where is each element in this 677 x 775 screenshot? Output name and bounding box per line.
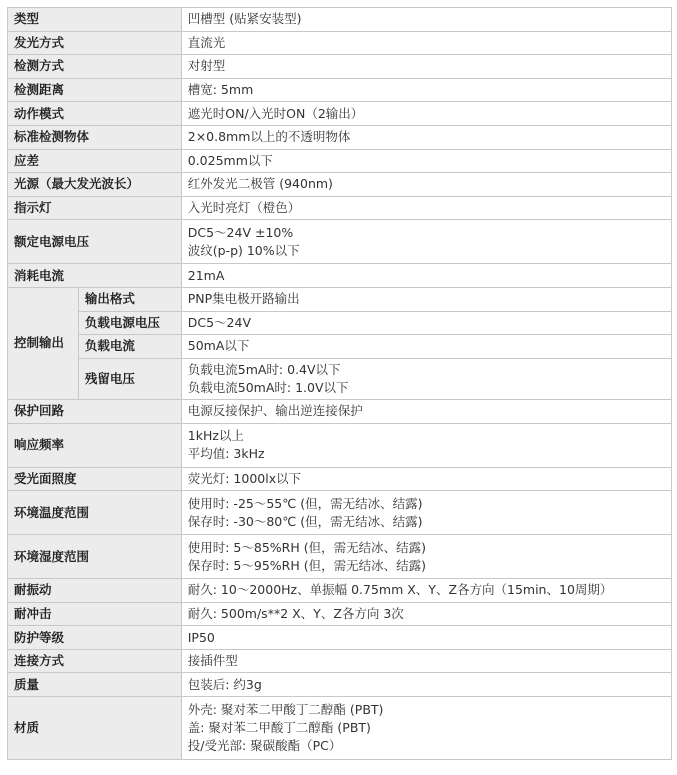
spec-row: [8, 423, 672, 467]
spec-label: 防护等级: [8, 626, 182, 650]
spec-value-line: 负载电流5mA时: 0.4V以下: [187, 361, 341, 377]
spec-row: [8, 399, 672, 423]
spec-value: [181, 149, 671, 173]
spec-label: 环境湿度范围: [8, 535, 182, 579]
spec-label: 连接方式: [8, 649, 182, 673]
spec-value-line: 2×0.8mm以上的不透明物体: [187, 129, 351, 145]
spec-value-line: 保存时: 5～95%RH (但，需无结冰、结露): [187, 557, 426, 573]
spec-row: [8, 311, 672, 335]
spec-value: [181, 264, 671, 288]
spec-row: [8, 697, 672, 760]
spec-value-line: 保存时: -30～80℃ (但，需无结冰、结露): [187, 513, 423, 529]
spec-label: 动作模式: [8, 102, 182, 126]
spec-value-line: 波纹(p-p) 10%以下: [187, 242, 300, 258]
spec-value: [181, 287, 671, 311]
spec-row: [8, 78, 672, 102]
spec-value: [181, 31, 671, 55]
spec-value: [181, 579, 671, 603]
spec-value: [181, 673, 671, 697]
spec-value: [181, 55, 671, 79]
spec-value-line: 直流光: [187, 34, 226, 50]
spec-label: 发光方式: [8, 31, 182, 55]
spec-value: [181, 399, 671, 423]
spec-row: [8, 55, 672, 79]
spec-value-line: 平均值: 3kHz: [187, 446, 265, 461]
spec-label: 消耗电流: [8, 264, 182, 288]
spec-label: 响应频率: [8, 423, 182, 467]
spec-value-line: DC5～24V ±10%: [187, 224, 294, 240]
spec-value-line: 电源反接保护、输出逆连接保护: [187, 403, 363, 419]
spec-row: [8, 673, 672, 697]
spec-value-line: 槽宽: 5mm: [187, 82, 254, 98]
spec-row: [8, 149, 672, 173]
spec-value-line: 红外发光二极管 (940nm): [187, 176, 333, 192]
spec-value: [181, 220, 671, 264]
spec-value-line: 盖: 聚对苯二甲酸丁二醇酯 (PBT): [187, 720, 371, 736]
spec-value-line: IP50: [187, 629, 215, 645]
spec-value: [181, 173, 671, 197]
spec-value: [181, 358, 671, 399]
spec-row: [8, 8, 672, 32]
spec-table-body: [8, 8, 672, 760]
spec-value: [181, 335, 671, 359]
spec-value-line: 接插件型: [187, 653, 238, 669]
spec-label: 质量: [8, 673, 182, 697]
spec-row: [8, 491, 672, 535]
spec-value: [181, 423, 671, 467]
spec-row: [8, 173, 672, 197]
spec-value-line: 入光时亮灯（橙色）: [187, 200, 301, 216]
spec-row: [8, 579, 672, 603]
spec-sublabel: 负载电源电压: [78, 311, 181, 335]
spec-sublabel: 输出格式: [78, 287, 181, 311]
spec-label: 耐冲击: [8, 602, 182, 626]
spec-value: [181, 535, 671, 579]
spec-label: 控制输出: [8, 287, 79, 399]
spec-value-line: DC5～24V: [187, 314, 252, 330]
spec-value: [181, 125, 671, 149]
spec-label: 受光面照度: [8, 467, 182, 491]
spec-row: [8, 264, 672, 288]
spec-row: [8, 602, 672, 626]
spec-table: [7, 7, 672, 760]
spec-value-line: 负载电流50mA时: 1.0V以下: [187, 379, 349, 395]
spec-row: [8, 358, 672, 399]
spec-value-line: 使用时: 5～85%RH (但，需无结冰、结露): [187, 539, 426, 555]
spec-row: [8, 220, 672, 264]
spec-row: [8, 196, 672, 220]
spec-value: [181, 602, 671, 626]
spec-label: 材质: [8, 697, 182, 760]
spec-row: [8, 102, 672, 126]
spec-value-line: 外壳: 聚对苯二甲酸丁二醇酯 (PBT): [187, 702, 384, 718]
spec-sublabel: 负载电流: [78, 335, 181, 359]
spec-row: [8, 649, 672, 673]
spec-value-line: 遮光时ON/入光时ON（2输出）: [187, 105, 364, 121]
spec-label: 保护回路: [8, 399, 182, 423]
spec-value: [181, 491, 671, 535]
spec-row: [8, 335, 672, 359]
spec-value-line: 0.025mm以下: [187, 152, 273, 168]
spec-value-line: 耐久: 10～2000Hz、单振幅 0.75mm X、Y、Z各方向（15min、10周期）: [187, 582, 613, 598]
spec-row: [8, 535, 672, 579]
spec-label: 指示灯: [8, 196, 182, 220]
spec-row: [8, 31, 672, 55]
spec-value: [181, 311, 671, 335]
spec-label: 类型: [8, 8, 182, 32]
spec-value-line: 投/受光部: 聚碳酸酯（PC）: [187, 738, 342, 754]
spec-value-line: 耐久: 500m/s**2 X、Y、Z各方向 3次: [187, 605, 404, 621]
spec-label: 耐振动: [8, 579, 182, 603]
spec-label: 标准检测物体: [8, 125, 182, 149]
spec-sublabel: 残留电压: [78, 358, 181, 399]
spec-value: [181, 467, 671, 491]
spec-label: 检测距离: [8, 78, 182, 102]
spec-value-line: 凹槽型 (贴紧安装型): [187, 11, 302, 27]
spec-value: [181, 649, 671, 673]
spec-value-line: 1kHz以上: [187, 428, 244, 443]
spec-value-line: 使用时: -25～55℃ (但，需无结冰、结露): [187, 495, 423, 511]
spec-value-line: 包装后: 约3g: [187, 676, 262, 692]
spec-label: 光源（最大发光波长）: [8, 173, 182, 197]
spec-label: 额定电源电压: [8, 220, 182, 264]
spec-label: 应差: [8, 149, 182, 173]
spec-value-line: 对射型: [187, 58, 226, 74]
spec-value: [181, 697, 671, 760]
spec-value: [181, 78, 671, 102]
spec-row: [8, 287, 672, 311]
spec-label: 检测方式: [8, 55, 182, 79]
spec-value: [181, 626, 671, 650]
spec-value-line: 50mA以下: [187, 338, 250, 354]
spec-row: [8, 125, 672, 149]
spec-value: [181, 102, 671, 126]
spec-value-line: 21mA: [187, 267, 225, 283]
spec-value: [181, 8, 671, 32]
spec-value: [181, 196, 671, 220]
spec-value-line: PNP集电极开路输出: [187, 291, 300, 307]
spec-row: [8, 626, 672, 650]
spec-row: [8, 467, 672, 491]
spec-label: 环境温度范围: [8, 491, 182, 535]
spec-value-line: 荧光灯: 1000lx以下: [187, 470, 302, 486]
